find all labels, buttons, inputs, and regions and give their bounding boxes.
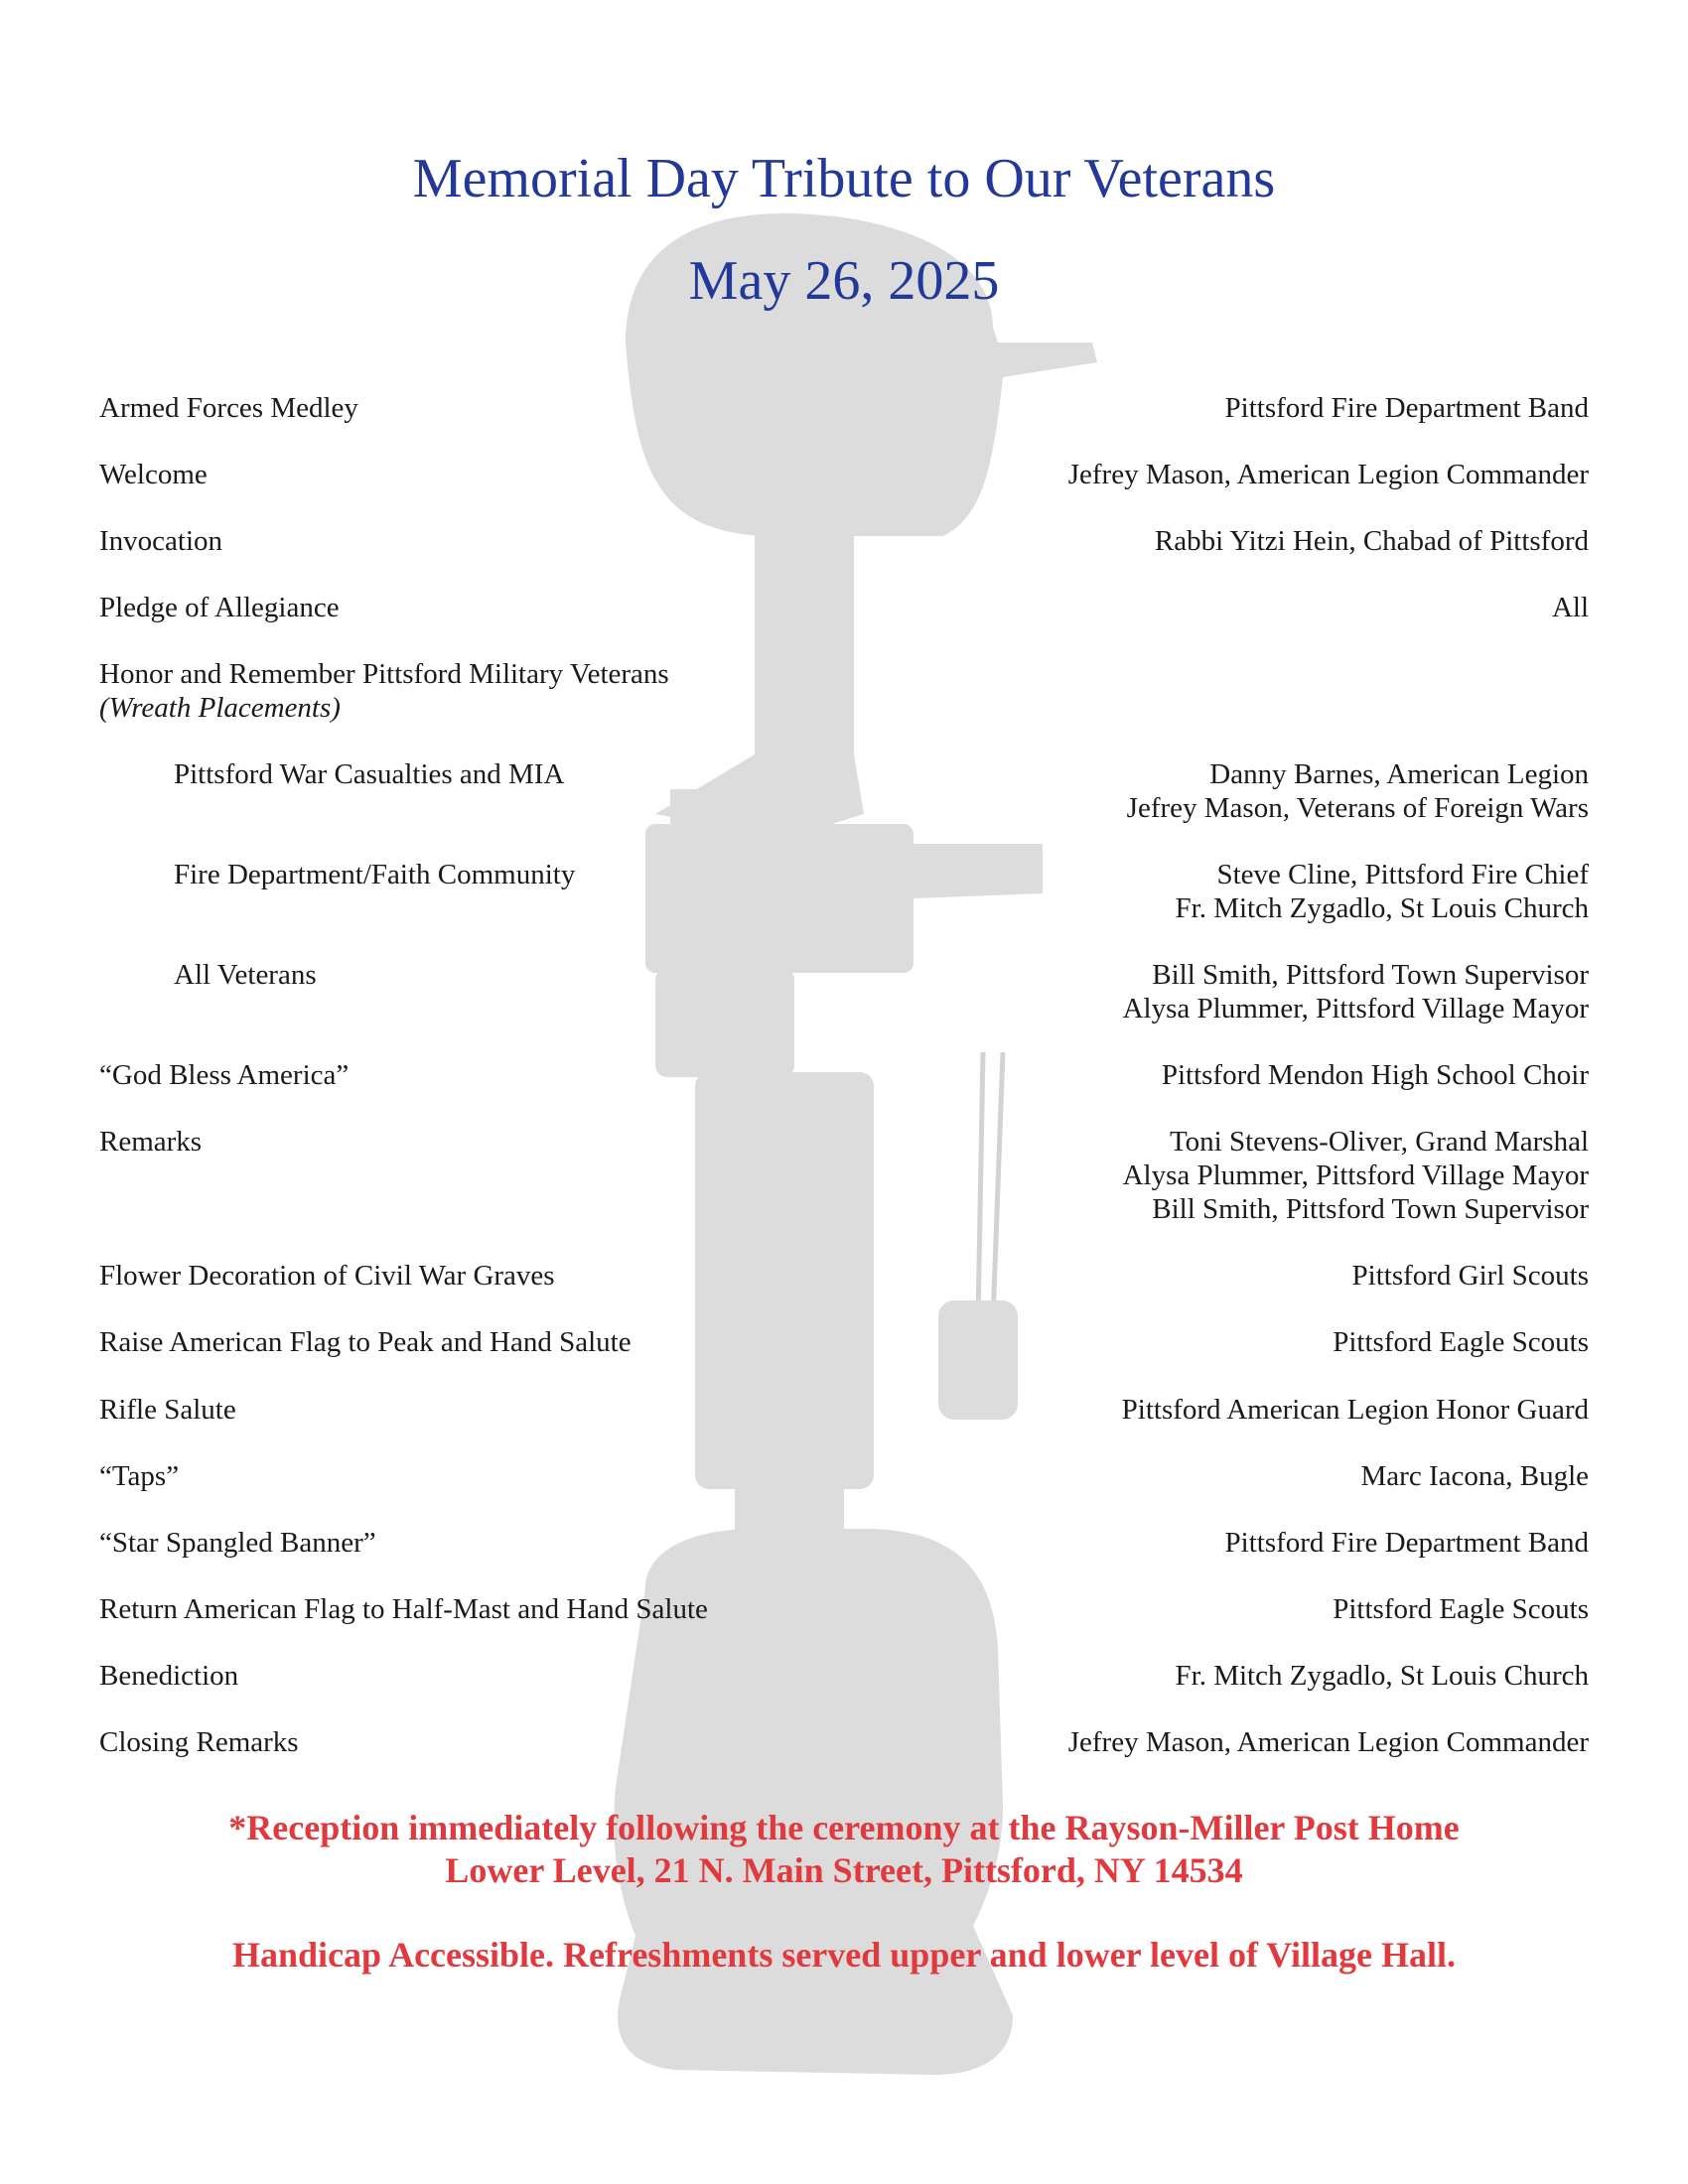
program-performer xyxy=(814,1592,1589,1626)
program-item: “Taps” xyxy=(99,1460,180,1492)
program-performer xyxy=(814,524,1589,558)
program-item: Pledge of Allegiance xyxy=(99,592,340,623)
program-item: Pittsford War Casualties and MIA xyxy=(174,758,565,790)
performer-line: Bill Smith, Pittsford Town Supervisor xyxy=(1152,959,1589,991)
program-item: “God Bless America” xyxy=(99,1059,350,1091)
program-performer xyxy=(814,1659,1589,1693)
performer-line: Jefrey Mason, Veterans of Foreign Wars xyxy=(1126,792,1589,824)
program-item: Raise American Flag to Peak and Hand Salute xyxy=(99,1326,632,1358)
program-item: Flower Decoration of Civil War Graves xyxy=(99,1260,555,1292)
performer-line: Marc Iacona, Bugle xyxy=(1360,1460,1589,1492)
program-item-subtitle: (Wreath Placements) xyxy=(99,692,341,724)
event-date: May 26, 2025 xyxy=(688,250,1000,312)
program-item: Rifle Salute xyxy=(99,1394,236,1426)
program-performer xyxy=(814,1725,1589,1759)
program-performer xyxy=(814,1459,1589,1493)
program-item: All Veterans xyxy=(174,959,317,991)
program-item: Remarks xyxy=(99,1126,203,1158)
program-performer xyxy=(814,591,1589,624)
program-performer xyxy=(814,458,1589,491)
program-item: Benediction xyxy=(99,1660,239,1692)
performer-line: Steve Cline, Pittsford Fire Chief xyxy=(1216,859,1589,890)
program-performer xyxy=(814,1526,1589,1560)
page-title: Memorial Day Tribute to Our Veterans xyxy=(412,148,1276,209)
program-performer xyxy=(814,1058,1589,1092)
performer-line: Bill Smith, Pittsford Town Supervisor xyxy=(1152,1193,1589,1225)
program-performer xyxy=(814,1325,1589,1359)
program-item: Fire Department/Faith Community xyxy=(174,859,576,890)
program-item: “Star Spangled Banner” xyxy=(99,1527,376,1559)
program-performer xyxy=(814,958,1589,1025)
accessibility-notice xyxy=(0,1934,1688,1977)
performer-line: Pittsford Mendon High School Choir xyxy=(1161,1059,1589,1091)
program-performer xyxy=(814,391,1589,425)
program-item: Return American Flag to Half-Mast and Hand Salute xyxy=(99,1593,708,1625)
reception-notice xyxy=(0,1807,1688,1892)
accessibility-line: Handicap Accessible. Refreshments served upper and lower level of Village Hall. xyxy=(232,1935,1456,1975)
program-item-title: Honor and Remember Pittsford Military Veterans xyxy=(99,658,669,690)
performer-line: Pittsford Eagle Scouts xyxy=(1333,1326,1589,1358)
performer-line: Jefrey Mason, American Legion Commander xyxy=(1067,1726,1589,1758)
performer-line: Jefrey Mason, American Legion Commander xyxy=(1067,459,1589,490)
program-item: Welcome xyxy=(99,459,208,490)
reception-line: *Reception immediately following the ceremony at the Rayson-Miller Post Home xyxy=(228,1808,1460,1847)
program-item: Armed Forces Medley xyxy=(99,392,358,424)
performer-line: All xyxy=(1551,592,1589,623)
performer-line: Pittsford Girl Scouts xyxy=(1351,1260,1589,1292)
performer-line: Pittsford Fire Department Band xyxy=(1224,1527,1589,1559)
program-performer xyxy=(814,858,1589,925)
performer-line: Pittsford Eagle Scouts xyxy=(1333,1593,1589,1625)
performer-line: Toni Stevens-Oliver, Grand Marshal xyxy=(1169,1126,1589,1158)
performer-line: Alysa Plummer, Pittsford Village Mayor xyxy=(1122,993,1589,1024)
performer-line: Danny Barnes, American Legion xyxy=(1209,758,1589,790)
program-item xyxy=(99,657,794,725)
performer-line: Alysa Plummer, Pittsford Village Mayor xyxy=(1122,1160,1589,1191)
program-performer xyxy=(814,757,1589,825)
performer-line: Fr. Mitch Zygadlo, St Louis Church xyxy=(1175,892,1589,924)
performer-line: Rabbi Yitzi Hein, Chabad of Pittsford xyxy=(1154,525,1589,557)
performer-line: Pittsford Fire Department Band xyxy=(1224,392,1589,424)
program-performer xyxy=(814,1393,1589,1427)
program-performer xyxy=(814,1259,1589,1293)
performer-line: Fr. Mitch Zygadlo, St Louis Church xyxy=(1175,1660,1589,1692)
performer-line: Pittsford American Legion Honor Guard xyxy=(1121,1394,1589,1426)
program-performer xyxy=(814,1125,1589,1226)
reception-address: Lower Level, 21 N. Main Street, Pittsford, NY 14534 xyxy=(445,1850,1243,1890)
program-item: Closing Remarks xyxy=(99,1726,299,1758)
program-item: Invocation xyxy=(99,525,223,557)
